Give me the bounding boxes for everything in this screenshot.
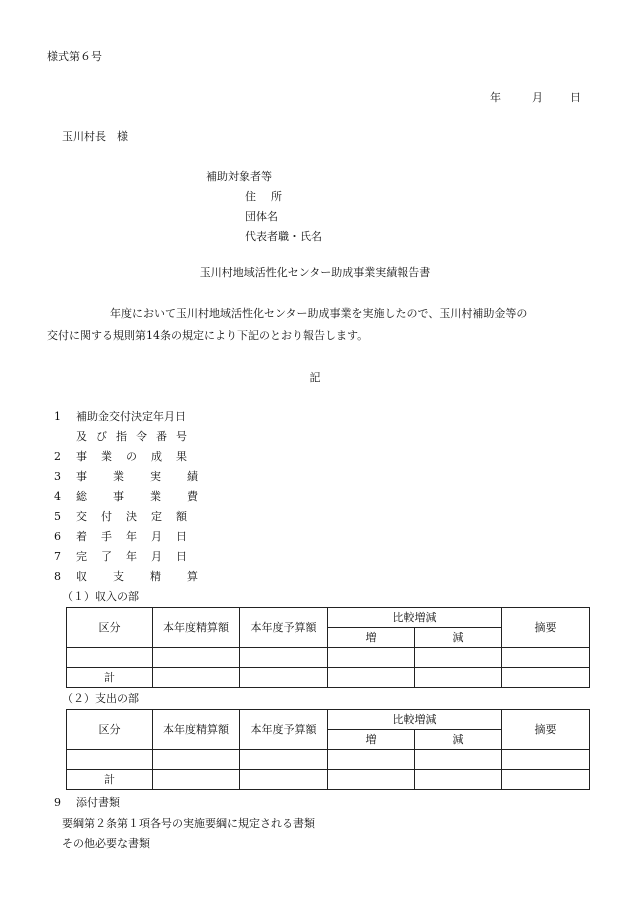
- table-cell: [328, 648, 415, 668]
- expense-table: [66, 709, 590, 790]
- header-compare: 比較増減: [328, 710, 502, 730]
- header-decrease: 減: [415, 628, 502, 648]
- income-section-caption: （１）収入の部: [62, 590, 139, 603]
- table-cell: [240, 770, 328, 790]
- item-number: 1: [54, 410, 61, 423]
- header-decrease: 減: [415, 730, 502, 750]
- attachments-line-2: その他必要な書類: [62, 837, 150, 850]
- header-settled: 本年度精算額: [153, 710, 240, 750]
- table-cell: [240, 750, 328, 770]
- item-label: 交付決定額: [76, 510, 201, 523]
- table-cell: [415, 648, 502, 668]
- applicant-representative-label: 代表者職・氏名: [245, 230, 322, 243]
- body-text-line-1: 年度において玉川村地域活性化センター助成事業を実施したので、玉川村補助金等の: [110, 307, 528, 320]
- expense-section-caption: （２）支出の部: [62, 692, 139, 705]
- date-month-label: 月: [532, 91, 543, 104]
- table-row-total: [67, 770, 590, 790]
- applicant-heading: 補助対象者等: [206, 170, 272, 183]
- item-number: 9: [54, 796, 61, 809]
- item-label: 収支精算: [76, 570, 224, 583]
- header-settled: 本年度精算額: [153, 608, 240, 648]
- item-label: 事業実績: [76, 470, 224, 483]
- item-label: 事業の成果: [76, 450, 201, 463]
- item-number: 4: [54, 490, 61, 503]
- header-category: 区分: [67, 608, 153, 648]
- header-category: 区分: [67, 710, 153, 750]
- attachments-line-1: 要綱第２条第１項各号の実施要綱に規定される書類: [62, 817, 315, 830]
- date-day-label: 日: [570, 91, 581, 104]
- header-increase: 増: [328, 628, 415, 648]
- item-number: 5: [54, 510, 61, 523]
- item-label: 着手年月日: [76, 530, 201, 543]
- table-cell: [153, 668, 240, 688]
- table-cell: [502, 648, 590, 668]
- table-cell: [328, 770, 415, 790]
- total-label: 計: [67, 668, 153, 688]
- body-text-line-2: 交付に関する規則第14条の規定により下記のとおり報告します。: [47, 329, 369, 342]
- table-cell: [415, 750, 502, 770]
- header-remarks: 摘要: [502, 608, 590, 648]
- ki-heading: 記: [309, 371, 321, 384]
- table-cell: [153, 770, 240, 790]
- income-table: [66, 607, 590, 688]
- table-cell: [502, 668, 590, 688]
- addressee: 玉川村長 様: [62, 130, 128, 143]
- applicant-organization-label: 団体名: [245, 210, 278, 223]
- table-row: [67, 750, 590, 770]
- item-label: 完了年月日: [76, 550, 201, 563]
- table-cell: [67, 648, 153, 668]
- table-cell: [502, 770, 590, 790]
- table-cell: [502, 750, 590, 770]
- total-label: 計: [67, 770, 153, 790]
- header-budget: 本年度予算額: [240, 608, 328, 648]
- applicant-address-label: 住 所: [245, 190, 284, 203]
- table-cell: [153, 750, 240, 770]
- table-cell: [328, 668, 415, 688]
- header-compare: 比較増減: [328, 608, 502, 628]
- table-row: [67, 608, 590, 628]
- table-row-total: [67, 668, 590, 688]
- table-cell: [415, 668, 502, 688]
- header-budget: 本年度予算額: [240, 710, 328, 750]
- header-remarks: 摘要: [502, 710, 590, 750]
- item-number: 6: [54, 530, 61, 543]
- item-number: 2: [54, 450, 61, 463]
- form-number: 様式第６号: [47, 50, 102, 63]
- table-cell: [328, 750, 415, 770]
- item-number: 7: [54, 550, 61, 563]
- table-cell: [240, 668, 328, 688]
- item-label: 及び指令番号: [76, 430, 196, 443]
- table-cell: [415, 770, 502, 790]
- attachments-heading: 添付書類: [76, 796, 120, 809]
- header-increase: 増: [328, 730, 415, 750]
- table-row: [67, 710, 590, 730]
- table-cell: [153, 648, 240, 668]
- table-cell: [67, 750, 153, 770]
- item-number: 8: [54, 570, 61, 583]
- document-title: 玉川村地域活性化センター助成事業実績報告書: [199, 266, 431, 279]
- table-cell: [240, 648, 328, 668]
- date-year-label: 年: [490, 91, 501, 104]
- table-row: [67, 648, 590, 668]
- item-label: 総事業費: [76, 490, 224, 503]
- item-number: 3: [54, 470, 61, 483]
- item-label: 補助金交付決定年月日: [76, 410, 186, 423]
